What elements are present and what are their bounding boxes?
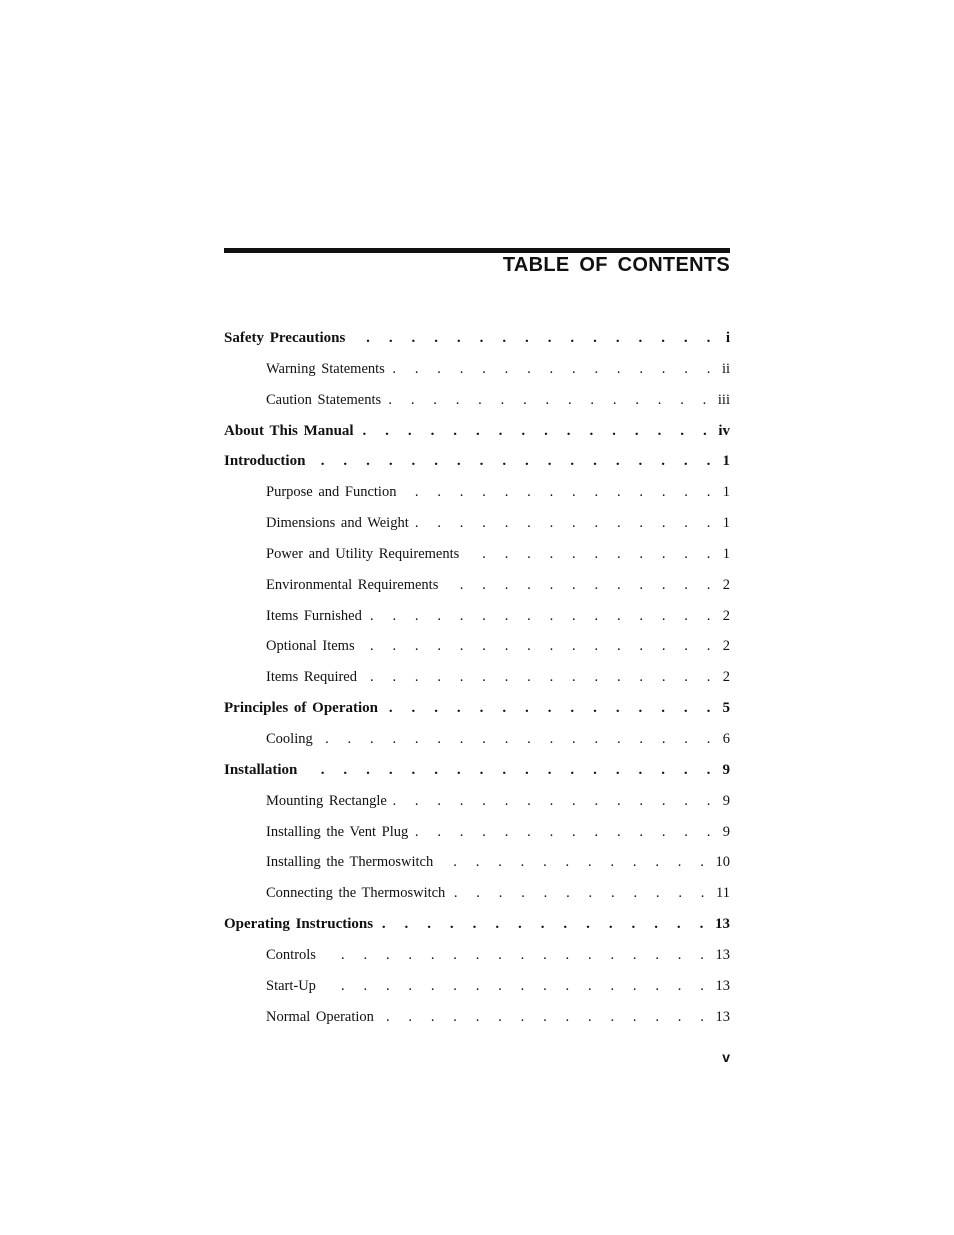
- toc-entry[interactable]: [224, 695, 730, 726]
- toc-entry-label: Purpose and Function: [266, 484, 397, 501]
- toc-entry[interactable]: [224, 510, 730, 541]
- toc-leader-dots: [379, 911, 711, 937]
- toc-list: [224, 325, 730, 1034]
- toc-entry-label: Items Required: [266, 669, 357, 686]
- toc-entry-label: Introduction: [224, 453, 306, 470]
- toc-entry-label: Safety Precautions: [224, 330, 346, 346]
- toc-entry-label: Installing the Vent Plug: [266, 823, 409, 840]
- toc-entry[interactable]: [224, 664, 730, 695]
- toc-entry[interactable]: [224, 880, 730, 911]
- toc-entry-label: Installation: [224, 761, 298, 778]
- toc-entry-page: 9: [722, 823, 730, 840]
- toc-leader-dots: [384, 695, 718, 721]
- toc-leader-dots: [415, 510, 718, 536]
- toc-entry-page: ii: [721, 360, 730, 377]
- toc-entry-label: Items Furnished: [266, 607, 362, 624]
- toc-entry-label: Installing the Thermoswitch: [266, 854, 434, 871]
- toc-entry-page: 2: [722, 638, 730, 655]
- header-rule: [224, 248, 730, 253]
- toc-entry-label: Cooling: [266, 730, 313, 747]
- toc-entry-label: Power and Utility Requirements: [266, 545, 460, 562]
- toc-entry-page: 6: [722, 730, 730, 747]
- toc-entry-page: 13: [715, 977, 730, 994]
- toc-entry-page: iv: [718, 422, 730, 439]
- toc-entry[interactable]: [224, 726, 730, 757]
- toc-entry[interactable]: [224, 479, 730, 510]
- toc-entry-page: 13: [715, 946, 730, 963]
- toc-entry-page: 13: [715, 916, 730, 933]
- toc-entry[interactable]: [224, 418, 730, 449]
- toc-leader-dots: [363, 664, 718, 690]
- toc-entry-label: Dimensions and Weight: [266, 515, 409, 532]
- toc-entry-page: 1: [722, 515, 730, 532]
- toc-entry-page: 1: [722, 545, 730, 562]
- toc-entry-label: Mounting Rectangle: [266, 792, 387, 809]
- toc-leader-dots: [387, 387, 714, 413]
- page-number: v: [722, 1049, 730, 1065]
- toc-entry-page: 5: [722, 700, 730, 717]
- toc-entry-page: 2: [722, 607, 730, 624]
- toc-leader-dots: [361, 633, 718, 659]
- toc-leader-dots: [368, 603, 718, 629]
- toc-leader-dots: [311, 448, 718, 474]
- document-page: [224, 0, 730, 1235]
- toc-leader-dots: [444, 572, 718, 598]
- toc-entry[interactable]: [224, 849, 730, 880]
- toc-entry-page: 1: [722, 453, 730, 470]
- toc-leader-dots: [303, 757, 718, 783]
- toc-entry[interactable]: [224, 757, 730, 788]
- toc-entry-page: 2: [722, 576, 730, 593]
- page-title: TABLE OF CONTENTS: [502, 254, 730, 276]
- toc-entry-label: Optional Items: [266, 638, 355, 655]
- toc-entry-page: 2: [722, 669, 730, 686]
- toc-entry[interactable]: [224, 819, 730, 850]
- toc-entry[interactable]: [224, 633, 730, 664]
- toc-leader-dots: [351, 325, 718, 351]
- toc-entry[interactable]: [224, 448, 730, 479]
- toc-entry-page: 13: [715, 1008, 730, 1025]
- toc-leader-dots: [391, 356, 718, 382]
- toc-entry[interactable]: [224, 572, 730, 603]
- toc-entry-label: Controls: [266, 946, 316, 963]
- toc-leader-dots: [322, 942, 712, 968]
- toc-entry[interactable]: [224, 911, 730, 942]
- toc-entry[interactable]: [224, 942, 730, 973]
- toc-entry-label: Warning Statements: [266, 360, 385, 377]
- toc-entry[interactable]: [224, 387, 730, 418]
- toc-entry[interactable]: [224, 788, 730, 819]
- toc-entry[interactable]: [224, 603, 730, 634]
- toc-entry-label: Connecting the Thermoswitch: [266, 885, 446, 902]
- toc-entry[interactable]: [224, 356, 730, 387]
- toc-leader-dots: [360, 418, 715, 444]
- toc-leader-dots: [465, 541, 718, 567]
- toc-entry-page: 9: [722, 792, 730, 809]
- toc-entry-label: Environmental Requirements: [266, 576, 439, 593]
- toc-entry-page: i: [725, 330, 730, 346]
- toc-leader-dots: [402, 479, 718, 505]
- toc-leader-dots: [319, 726, 718, 752]
- toc-entry-label: Principles of Operation: [224, 700, 378, 717]
- toc-entry-label: About This Manual: [224, 422, 354, 439]
- toc-entry[interactable]: [224, 541, 730, 572]
- toc-leader-dots: [380, 1004, 712, 1030]
- toc-entry-label: Operating Instructions: [224, 916, 374, 933]
- toc-entry-page: iii: [717, 391, 730, 408]
- toc-leader-dots: [451, 880, 712, 906]
- toc-entry[interactable]: [224, 973, 730, 1004]
- toc-entry-page: 1: [722, 484, 730, 501]
- toc-entry-page: 10: [715, 854, 730, 871]
- toc-entry[interactable]: [224, 325, 730, 356]
- toc-entry-label: Normal Operation: [266, 1008, 374, 1025]
- toc-entry[interactable]: [224, 1004, 730, 1035]
- toc-leader-dots: [393, 788, 718, 814]
- toc-entry-label: Caution Statements: [266, 391, 382, 408]
- toc-entry-label: Start-Up: [266, 977, 316, 994]
- toc-entry-page: 9: [722, 761, 730, 778]
- toc-leader-dots: [414, 819, 718, 845]
- toc-leader-dots: [322, 973, 712, 999]
- toc-leader-dots: [439, 849, 711, 875]
- toc-entry-page: 11: [716, 885, 730, 902]
